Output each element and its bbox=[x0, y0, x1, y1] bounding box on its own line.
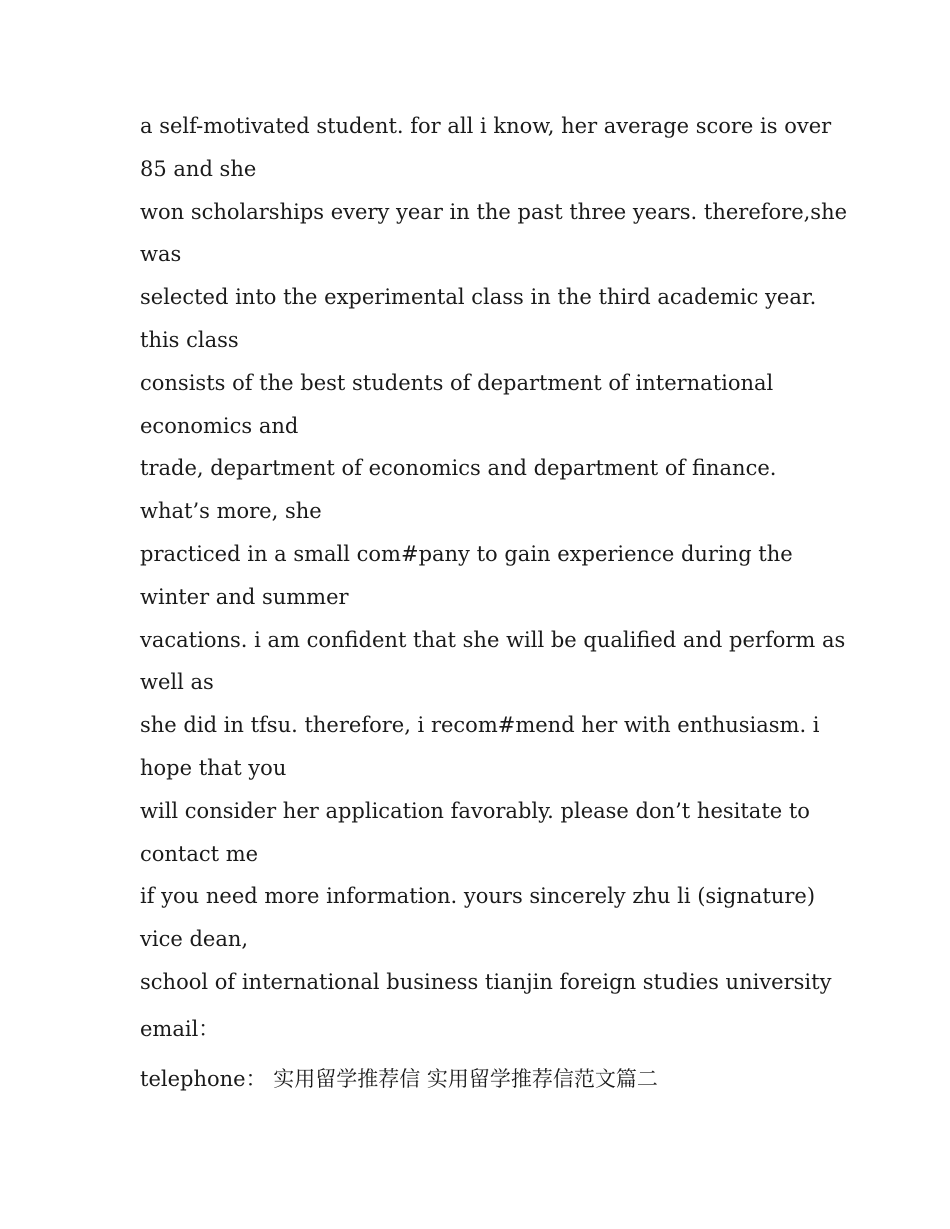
body-line: selected into the experimental class in the third academic year. bbox=[140, 285, 817, 310]
body-line: vacations. i am confident that she will be qualified and perform as bbox=[140, 627, 846, 652]
body-line: a self-motivated student. for all i know, her average score is over bbox=[140, 114, 832, 138]
body-line: will consider her application favorably. please don’t hesitate to bbox=[140, 798, 810, 823]
body-line: 85 and she bbox=[140, 156, 257, 181]
body-line: what’s more, she bbox=[140, 499, 322, 524]
body-line: consists of the best students of department of international bbox=[140, 370, 774, 395]
body-line: well as bbox=[140, 670, 214, 695]
body-line: vice dean, bbox=[140, 927, 249, 952]
email-line: email： bbox=[140, 1016, 220, 1041]
body-line: was bbox=[140, 242, 182, 267]
letter-body bbox=[140, 105, 848, 1104]
body-line: if you need more information. yours sincerely zhu li (signature) bbox=[140, 884, 816, 909]
body-line: hope that you bbox=[140, 755, 287, 780]
telephone-line: telephone： 实用留学推荐信 实用留学推荐信范文篇二 bbox=[140, 1066, 658, 1091]
body-line: economics and bbox=[140, 413, 299, 438]
body-line: practiced in a small com#pany to gain experience during the bbox=[140, 541, 793, 566]
body-line: school of international business tianjin foreign studies university bbox=[140, 969, 832, 994]
body-line: contact me bbox=[140, 841, 259, 866]
body-line: won scholarships every year in the past three years. therefore,she bbox=[140, 199, 848, 224]
body-line: this class bbox=[140, 327, 239, 352]
body-line: she did in tfsu. therefore, i recom#mend her with enthusiasm. i bbox=[140, 713, 820, 738]
body-line: winter and summer bbox=[140, 584, 349, 609]
body-line: trade, department of economics and department of finance. bbox=[140, 456, 777, 481]
